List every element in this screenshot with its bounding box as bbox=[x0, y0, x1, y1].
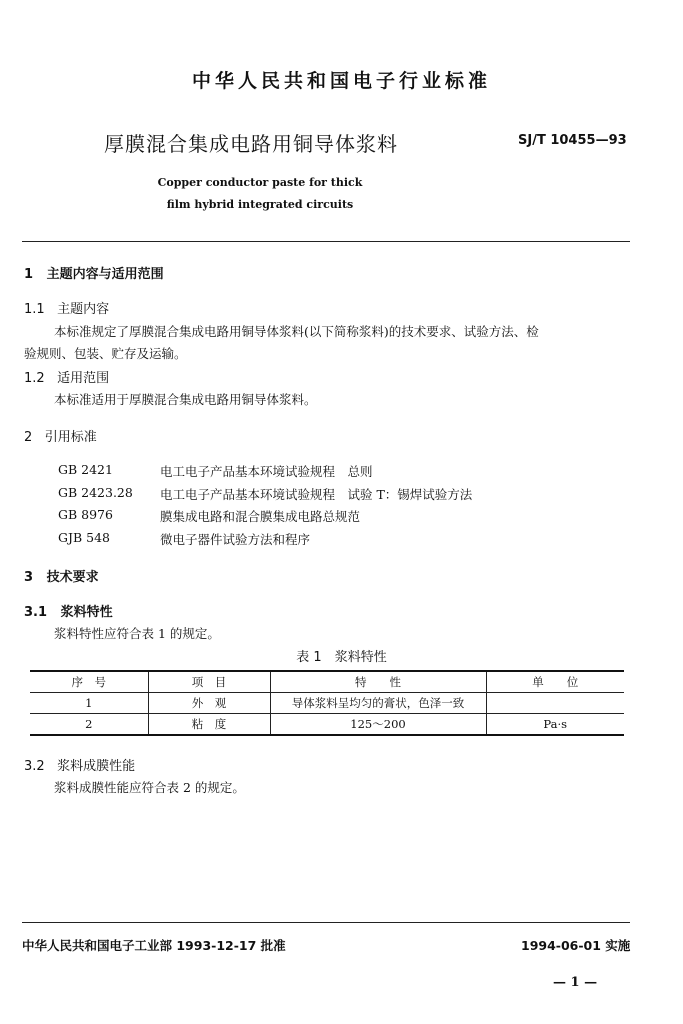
standard-number: SJ/T 10455—93 bbox=[518, 133, 627, 148]
section-1-1-heading bbox=[24, 298, 109, 317]
table-header-row bbox=[30, 671, 624, 693]
table-cell: 125～200 bbox=[270, 714, 486, 736]
approval-statement: 中华人民共和国电子工业部 1993-12-17 批准 bbox=[22, 938, 286, 953]
section-1-1-body-line2: 验规则、包装、贮存及运输。 bbox=[24, 346, 187, 361]
ref-title: 电工电子产品基本环境试验规程 试验 T：锡焊试验方法 bbox=[160, 487, 473, 502]
implementation-date: 1994-06-01 实施 bbox=[521, 938, 631, 953]
section-title: 技术要求 bbox=[46, 570, 99, 585]
section-3-2-heading bbox=[24, 755, 135, 774]
table-row bbox=[30, 693, 624, 714]
ref-code: GB 8976 bbox=[58, 507, 113, 522]
ref-code: GB 2421 bbox=[58, 462, 113, 477]
section-3-heading bbox=[24, 566, 99, 585]
english-title-line1: Copper conductor paste for thick bbox=[157, 176, 363, 189]
ref-title: 膜集成电路和混合膜集成电路总规范 bbox=[160, 509, 361, 524]
standard-type-header: 中华人民共和国电子行业标准 bbox=[191, 70, 491, 92]
english-title-line2: film hybrid integrated circuits bbox=[166, 198, 354, 211]
section-1-2-body: 本标准适用于厚膜混合集成电路用铜导体浆料。 bbox=[54, 392, 317, 407]
section-3-1-heading bbox=[24, 601, 113, 620]
section-title: 适用范围 bbox=[57, 371, 110, 386]
table-cell: 粘 度 bbox=[148, 714, 270, 736]
table-cell: 2 bbox=[30, 714, 148, 736]
table-row bbox=[30, 714, 624, 736]
section-number: 2 bbox=[24, 430, 33, 445]
section-2-heading bbox=[24, 426, 97, 445]
table-cell: 导体浆料呈均匀的膏状，色泽一致 bbox=[270, 693, 486, 714]
section-3-2-body: 浆料成膜性能应符合表 2 的规定。 bbox=[54, 780, 245, 795]
page-number: — 1 — bbox=[553, 975, 598, 990]
footer-rule bbox=[22, 922, 630, 923]
section-number: 1.2 bbox=[24, 371, 45, 386]
table-header-cell: 特 性 bbox=[270, 671, 486, 693]
table-1 bbox=[30, 670, 624, 736]
ref-title: 电工电子产品基本环境试验规程 总则 bbox=[160, 464, 373, 479]
table-header-cell: 项 目 bbox=[148, 671, 270, 693]
table-cell: 1 bbox=[30, 693, 148, 714]
section-number: 3 bbox=[24, 570, 34, 585]
ref-code: GB 2423.28 bbox=[58, 485, 133, 500]
section-1-2-heading bbox=[24, 367, 109, 386]
header-rule bbox=[22, 241, 630, 242]
section-title: 主题内容与适用范围 bbox=[46, 267, 164, 282]
section-number: 1 bbox=[24, 267, 34, 282]
section-1-heading bbox=[24, 263, 164, 282]
section-1-1-body-line1: 本标准规定了厚膜混合集成电路用铜导体浆料(以下简称浆料)的技术要求、试验方法、检 bbox=[54, 324, 539, 339]
table-cell: 外 观 bbox=[148, 693, 270, 714]
section-title: 主题内容 bbox=[57, 302, 110, 317]
ref-title: 微电子器件试验方法和程序 bbox=[160, 532, 311, 547]
table-1-caption: 表 1 浆料特性 bbox=[296, 650, 387, 665]
section-number: 3.2 bbox=[24, 759, 45, 774]
section-title: 浆料成膜性能 bbox=[57, 759, 136, 774]
table-header-cell: 序 号 bbox=[30, 671, 148, 693]
section-number: 1.1 bbox=[24, 302, 45, 317]
table-cell bbox=[486, 693, 624, 714]
ref-code: GJB 548 bbox=[58, 530, 111, 545]
section-3-1-body: 浆料特性应符合表 1 的规定。 bbox=[54, 626, 220, 641]
section-number: 3.1 bbox=[24, 605, 48, 620]
section-title: 浆料特性 bbox=[60, 605, 113, 620]
section-title: 引用标准 bbox=[44, 430, 97, 445]
table-cell: Pa·s bbox=[486, 714, 624, 736]
table-header-cell: 单 位 bbox=[486, 671, 624, 693]
document-title: 厚膜混合集成电路用铜导体浆料 bbox=[104, 132, 398, 156]
